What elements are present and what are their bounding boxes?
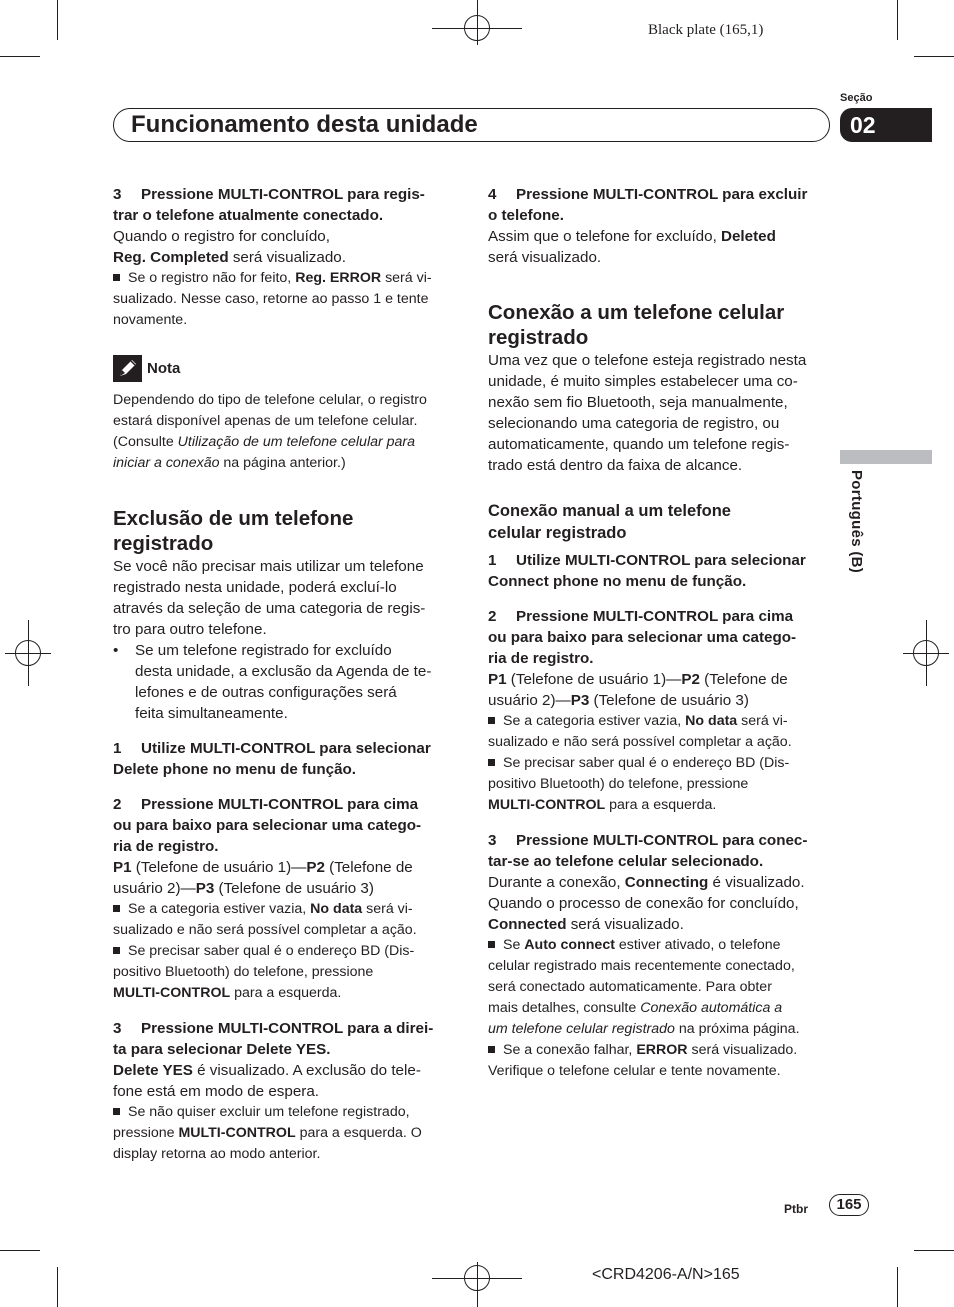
document-code: <CRD4206-A/N>165	[592, 1266, 740, 1283]
page-title: Funcionamento desta unidade	[131, 111, 478, 138]
crop-mark	[914, 1250, 954, 1251]
footer-lang: Ptbr	[784, 1202, 808, 1216]
crop-mark	[897, 0, 898, 40]
step-3-body: Quando o registro for concluído,	[113, 228, 330, 245]
crop-mark	[897, 1267, 898, 1307]
step-3-bullet: Se o registro não for feito, Reg. ERROR será vi-	[113, 268, 458, 289]
step-3-title-cont: trar o telefone atualmente conectado.	[113, 207, 384, 224]
square-bullet-icon	[113, 947, 120, 954]
step-1-connect: 1 Utilize MULTI-CONTROL para selecionar	[488, 552, 806, 569]
plate-label: Black plate (165,1)	[648, 22, 764, 38]
crop-mark	[0, 1250, 40, 1251]
pencil-note-icon	[113, 355, 142, 382]
step-1: 1 Utilize MULTI-CONTROL para selecionar	[113, 740, 431, 757]
crop-mark	[0, 56, 40, 57]
right-column: 4 Pressione MULTI-CONTROL para excluir o telefone. Assim que o telefone for excluído, Deleted será visualizado. Conexão a um telefone celular registrado Uma vez que o telefone esteja registrado nesta unidade, é muito simples estabelecer uma co- nexão sem fio Bluetooth, seja manualmente, selecionando uma categoria de registro, ou automaticamente, quando um telefone regis- trado está dentro da faixa de alcance. Conexão manual a um telefone celular registrado 1 Utilize MULTI-CONTROL para selecionar Connect phone no menu de função. 2 Pressione MULTI-CONTROL para cima ou para baixo para selecionar uma catego- ria de registro. P1 (Telefone de usuário 1)—P2 (Telefone de usuário 2)—P3 (Telefone de usuário 3) Se a categoria estiver vazia, No data será vi- sualizado e não será possível completar a ação. Se precisar saber qual é o endereço BD (Dis- positivo Bluetooth) do telefone, pressione MULTI-CONTROL para a esquerda. 3 Pressione MULTI-CONTROL para conec- tar-se ao telefone celular selecionado. Durante a conexão, Connecting é visualizado. Quando o processo de conexão for concluído, Connected será visualizado. Se Auto connect estiver ativado, o telefone celular registrado mais recentemente conectado, será conectado automaticamente. Para obter mais detalhes, consulte Conexão automática a um telefone celular registrado na próxima página. Se a conexão falhar, ERROR será visualizado. Verifique o telefone celular e tente novamente.	[488, 184, 833, 1082]
square-bullet-icon	[488, 717, 495, 724]
crop-mark	[914, 56, 954, 57]
page-number: 165	[829, 1194, 869, 1216]
step-4: 4 Pressione MULTI-CONTROL para excluir	[488, 186, 808, 203]
heading-exclusao: Exclusão de um telefone	[113, 507, 354, 530]
section-number: 02	[850, 112, 876, 138]
crop-mark	[57, 0, 58, 40]
heading-conexao: Conexão a um telefone celular	[488, 301, 785, 324]
heading-conexao-manual: Conexão manual a um telefone	[488, 502, 731, 520]
left-column: 3 Pressione MULTI-CONTROL para regis- trar o telefone atualmente conectado. Quando o registro for concluído, Reg. Completed será visualizado. Se o registro não for feito, Reg. ERROR será vi- sualizado. Nesse caso, retorne ao passo 1 e tente novamente. Nota Dependendo do tipo de telefone celular, o registro estará disponível apenas de um telefone celular. (Consulte Utilização de um telefone celular para iniciar a conexão na página anterior.) Exclusão de um telefone registrado Se você não precisar mais utilizar um telefone registrado nesta unidade, poderá excluí-lo através da seleção de uma categoria de regis- tro para outro telefone. • Se um telefone registrado for excluído desta unidade, a exclusão da Agenda de te- lefones e de outras configurações será feita simultaneamente. 1 Utilize MULTI-CONTROL para selecionar Delete phone no menu de função. 2 Pressione MULTI-CONTROL para cima ou para baixo para selecionar uma catego- ria de registro. P1 (Telefone de usuário 1)—P2 (Telefone de usuário 2)—P3 (Telefone de usuário 3) Se a categoria estiver vazia, No data será vi- sualizado e não será possível completar a ação. Se precisar saber qual é o endereço BD (Dis- positivo Bluetooth) do telefone, pressione MULTI-CONTROL para a esquerda. 3 Pressione MULTI-CONTROL para a direi- ta para selecionar Delete YES. Delete YES é visualizado. A exclusão do tele- fone está em modo de espera. Se não quiser excluir um telefone registrado, pressione MULTI-CONTROL para a esquerda. O display retorna ao modo anterior.	[113, 184, 458, 1165]
section-label: Seção	[840, 92, 873, 104]
language-tab-bar	[840, 450, 932, 464]
square-bullet-icon	[113, 905, 120, 912]
step-2-connect: 2 Pressione MULTI-CONTROL para cima	[488, 608, 794, 625]
square-bullet-icon	[488, 759, 495, 766]
square-bullet-icon	[113, 274, 120, 281]
crop-mark	[57, 1267, 58, 1307]
note-header	[113, 355, 458, 382]
step-3-title: 3 Pressione MULTI-CONTROL para regis-	[113, 186, 425, 203]
step-3-connect: 3 Pressione MULTI-CONTROL para conec-	[488, 832, 808, 849]
square-bullet-icon	[488, 941, 495, 948]
step-3-delete: 3 Pressione MULTI-CONTROL para a direi-	[113, 1020, 434, 1037]
note-label: Nota	[147, 360, 181, 377]
step-3-body-2: Reg. Completed será visualizado.	[113, 249, 346, 266]
language-tab: Português (B)	[848, 470, 865, 574]
square-bullet-icon	[488, 1046, 495, 1053]
step-2: 2 Pressione MULTI-CONTROL para cima	[113, 796, 419, 813]
list-item: • Se um telefone registrado for excluído	[113, 642, 392, 659]
square-bullet-icon	[113, 1108, 120, 1115]
